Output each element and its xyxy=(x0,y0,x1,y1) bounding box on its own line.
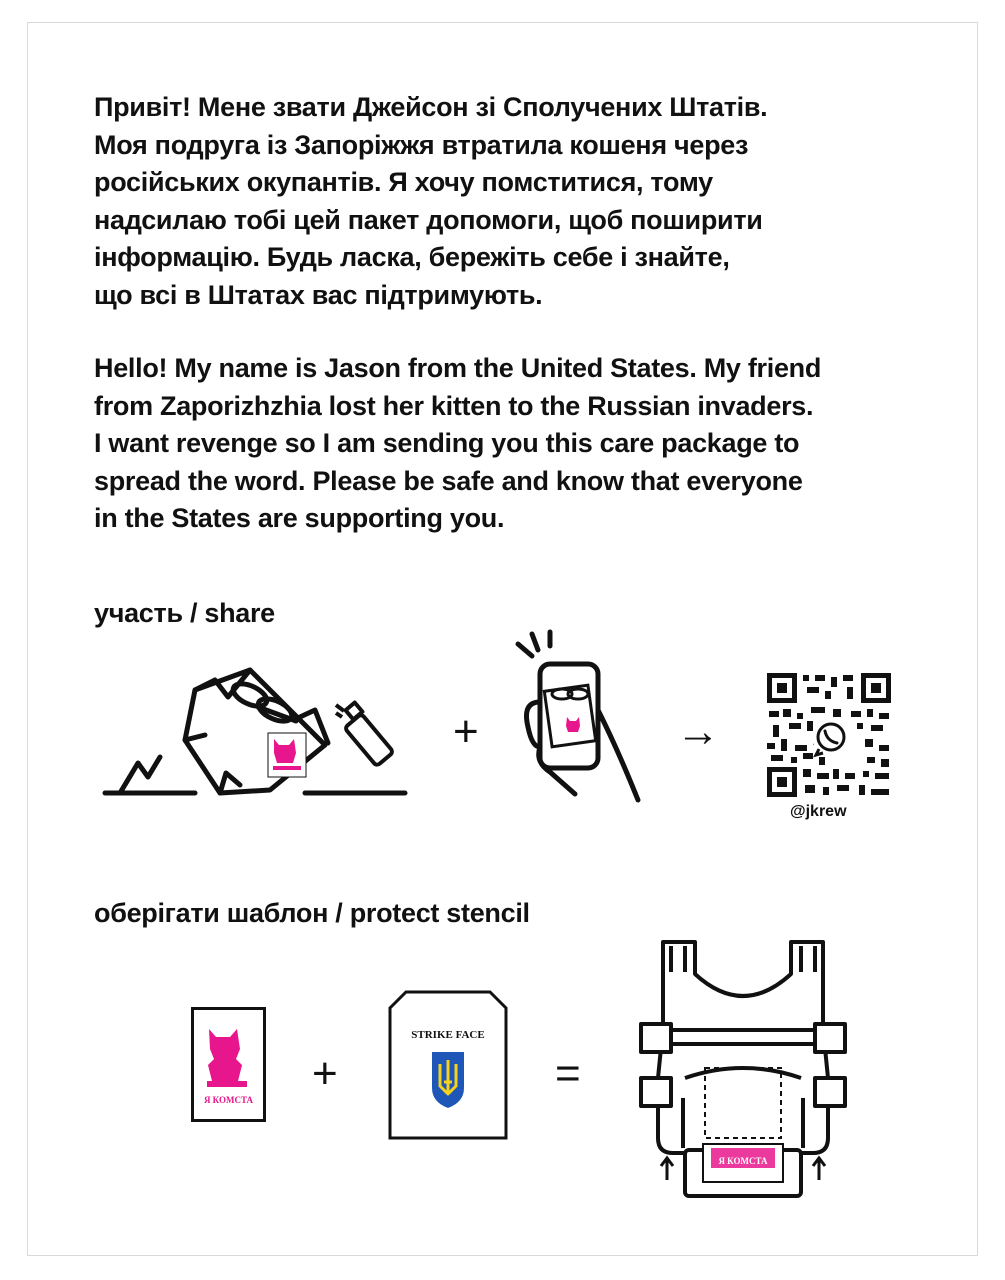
equals-sign: = xyxy=(555,1049,581,1098)
stencil-heading: оберігати шаблон / protect stencil xyxy=(94,898,530,928)
social-handle[interactable]: @jkrew xyxy=(790,803,847,820)
english-line: I want revenge so I am sending you this care package to xyxy=(94,428,800,458)
stencil-text: Я КОМСТА xyxy=(203,1095,254,1105)
ukrainian-line: надсилаю тобі цей пакет допомоги, щоб поширити xyxy=(94,204,763,235)
english-line: Hello! My name is Jason from the United States. My friend xyxy=(94,353,822,383)
english-line: in the States are supporting you. xyxy=(94,503,505,533)
stencil-card xyxy=(191,1007,266,1122)
tipped-box-illustration xyxy=(100,665,410,800)
english-line: from Zaporizhzhia lost her kitten to the Russian invaders. xyxy=(94,390,814,421)
plate-label: STRIKE FACE xyxy=(411,1029,485,1041)
stencil-cat-print xyxy=(268,733,306,777)
ukrainian-line: що всі в Штатах вас підтримують. xyxy=(94,279,543,310)
ukraine-trident-icon xyxy=(432,1052,464,1108)
plus-sign: + xyxy=(453,707,479,756)
share-heading: участь / share xyxy=(94,598,275,628)
ukrainian-line: Привіт! Мене звати Джейсон зі Сполучених Штатів. xyxy=(94,92,768,122)
ukrainian-line: інформацію. Будь ласка, бережіть себе і знайте, xyxy=(94,242,730,272)
ukrainian-line: російських окупантів. Я хочу помститися, тому xyxy=(94,167,713,197)
qr-code[interactable] xyxy=(767,673,891,797)
spray-can-icon xyxy=(336,703,393,767)
plate-carrier-vest xyxy=(633,938,853,1200)
phone-photo-illustration xyxy=(510,632,655,802)
plus-sign: + xyxy=(312,1049,338,1098)
english-line: spread the word. Please be safe and know that everyone xyxy=(94,465,803,496)
strike-face-plate xyxy=(388,990,508,1140)
whatsapp-icon xyxy=(815,721,847,755)
english-message xyxy=(94,350,894,538)
arrow-right: → xyxy=(676,707,720,756)
ukrainian-line: Моя подруга із Запоріжжя втратила кошеня через xyxy=(94,129,749,160)
vest-stencil-text: Я КОМСТА xyxy=(718,1156,768,1166)
ukrainian-message xyxy=(94,89,894,314)
